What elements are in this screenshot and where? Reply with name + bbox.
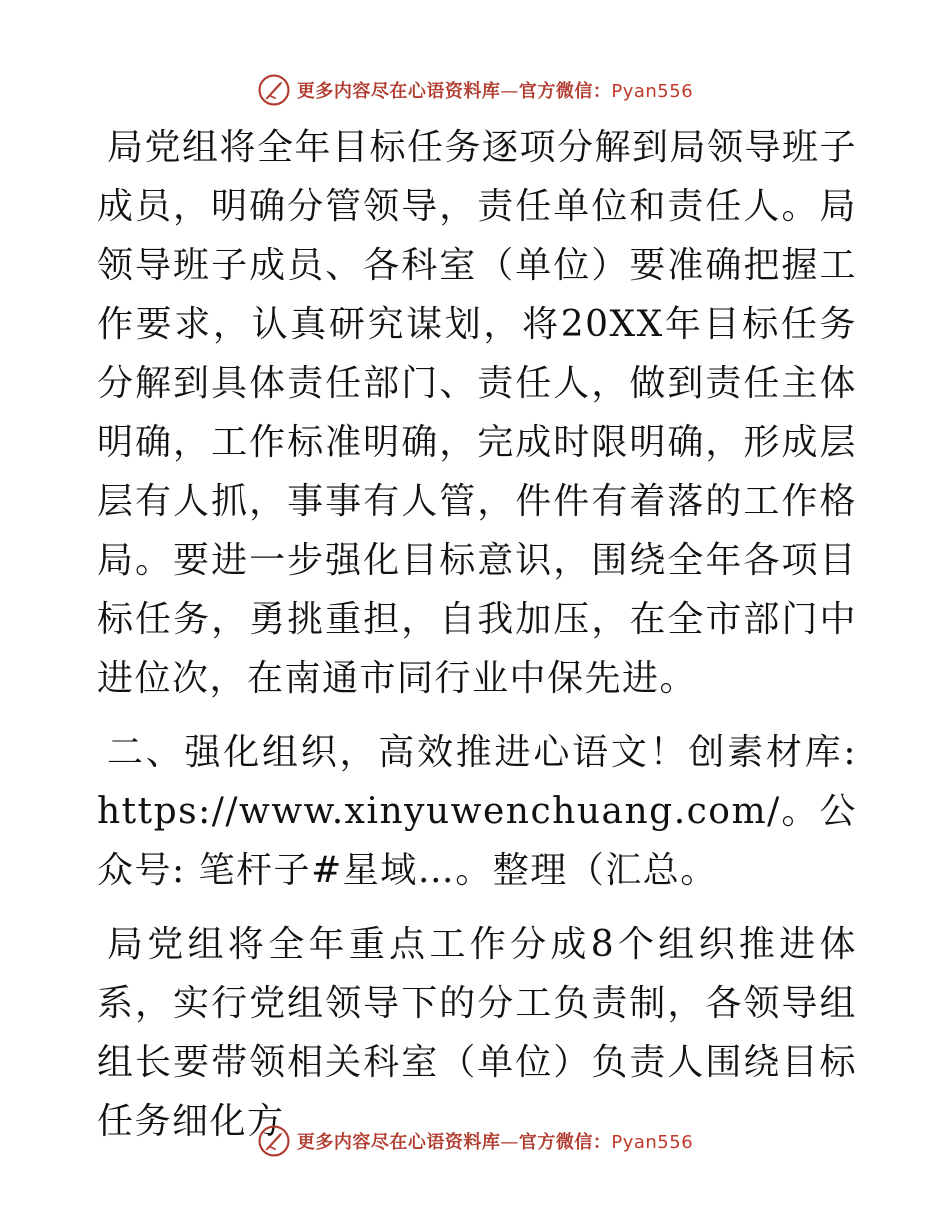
- paragraph-2: 二、强化组织，高效推进心语文！创素材库:https://www.xinyuwenchuang.com/。公众号: 笔杆子#星域…。整理（汇总。: [97, 732, 857, 891]
- watermark-text: [297, 77, 693, 103]
- quill-pen-logo-icon: [257, 73, 291, 107]
- watermark-id: Pyan556: [611, 81, 694, 102]
- watermark-suffix: 官方微信：: [518, 81, 612, 102]
- watermark-main: 更多内容尽在心语资料库: [296, 1132, 501, 1153]
- watermark-suffix: 官方微信：: [518, 1132, 612, 1153]
- paragraph-3: 局党组将全年重点工作分成8个组织推进体系，实行党组领导下的分工负责制，各领导组组长要带领相关科室（单位）负责人围绕目标任务细化方: [97, 924, 857, 1142]
- document-body: [97, 118, 857, 1151]
- watermark-main: 更多内容尽在心语资料库: [296, 81, 501, 102]
- quill-pen-logo-icon: [257, 1124, 291, 1158]
- watermark-dash: —: [500, 1132, 519, 1153]
- footer-watermark: [0, 1121, 950, 1161]
- paragraph-1: 局党组将全年目标任务逐项分解到局领导班子成员，明确分管领导，责任单位和责任人。局领导班子成员、各科室（单位）要准确把握工作要求，认真研究谋划，将20XX年目标任务分解到具体责任部门、责任人，做到责任主体明确，工作标准明确，完成时限明确，形成层层有人抓，事事有人管，件件有着落的工作格局。要进一步强化目标意识，围绕全年各项目标任务，勇挑重担，自我加压，在全市部门中进位次，在南通市同行业中保先进。: [97, 127, 858, 699]
- watermark-id: Pyan556: [611, 1132, 694, 1153]
- header-watermark: [0, 70, 950, 110]
- watermark-dash: —: [500, 81, 519, 102]
- watermark-text: [297, 1128, 693, 1154]
